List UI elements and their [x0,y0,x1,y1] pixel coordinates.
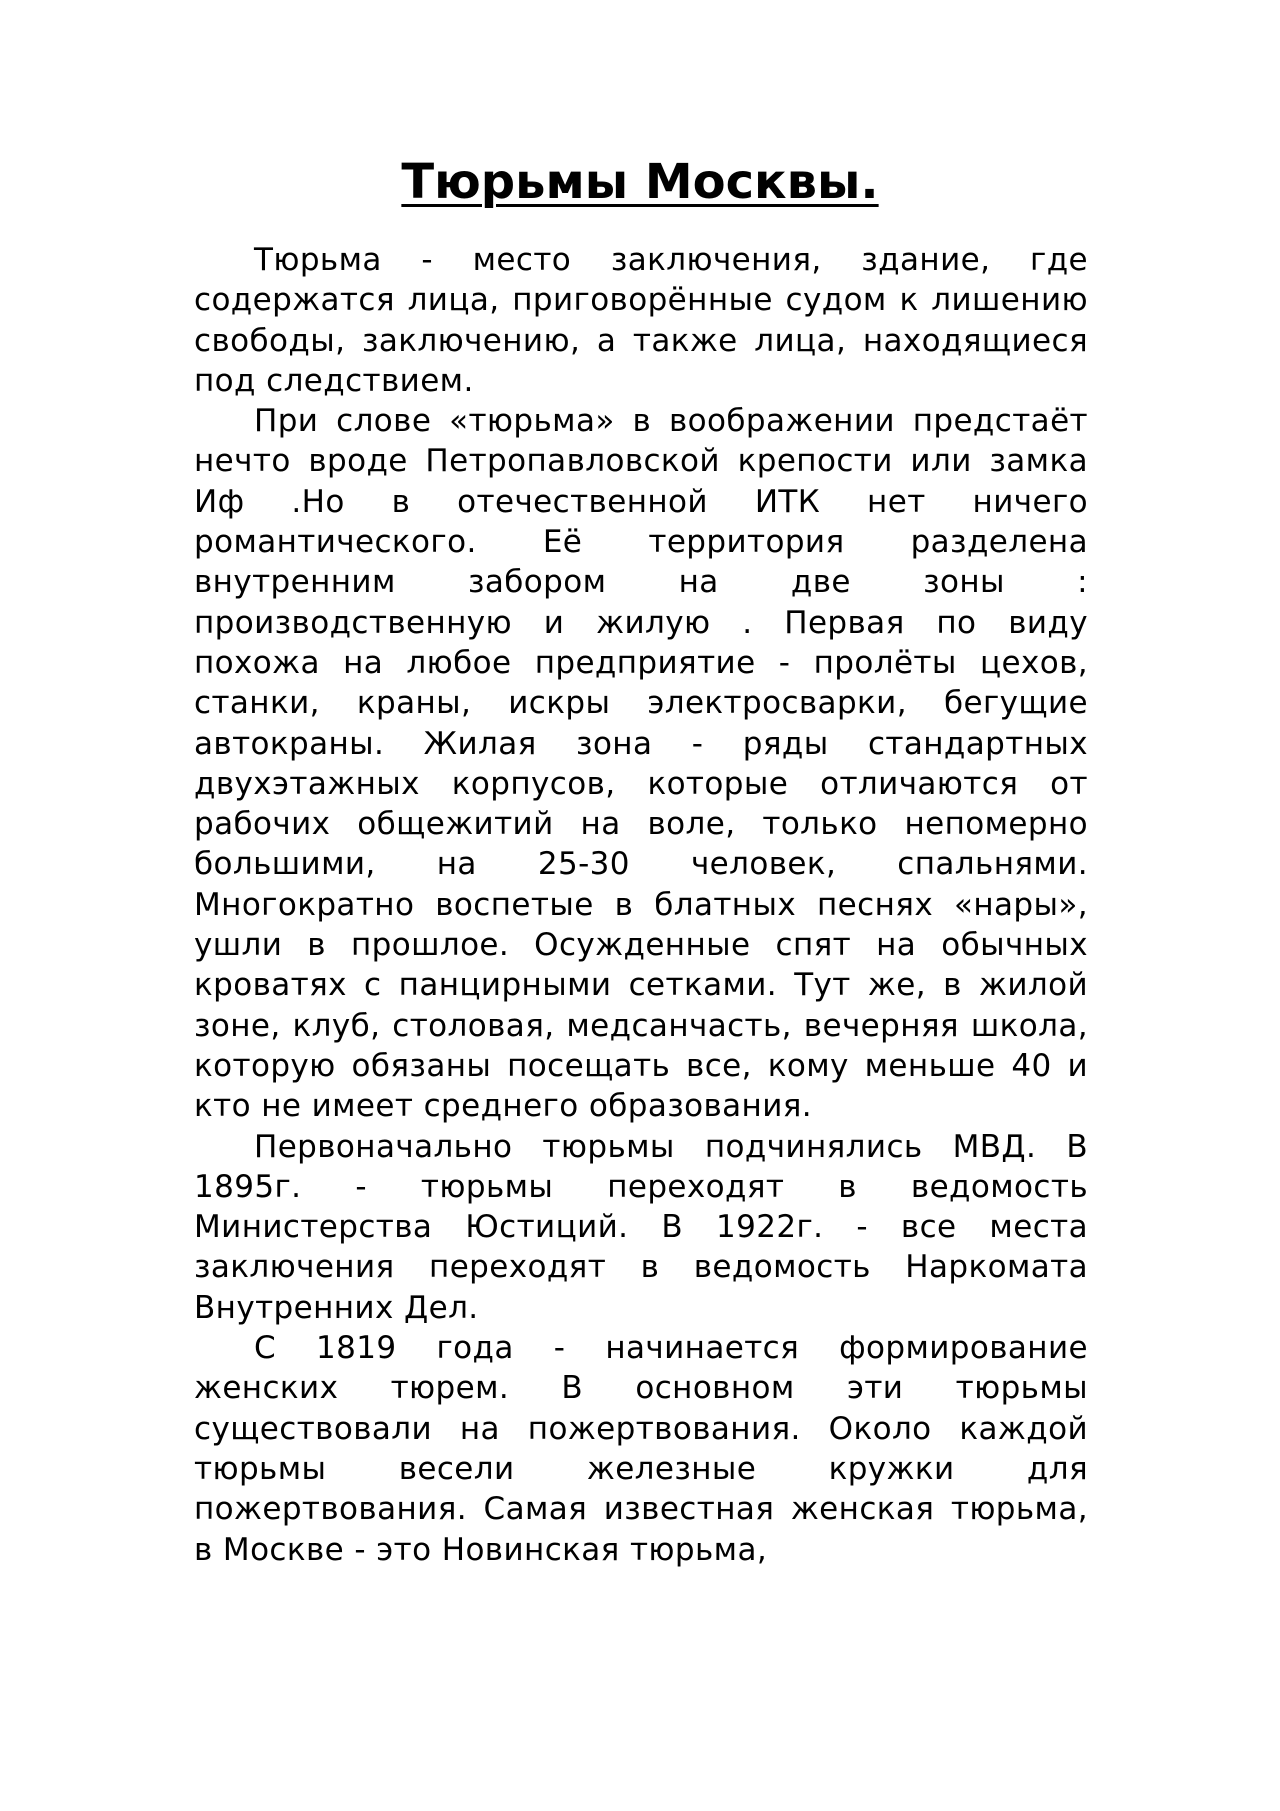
paragraph-itk-description: При слове «тюрьма» в воображении предстаёт нечто вроде Петропавловской крепости или замка Иф .Но в отечественной ИТК нет ничего романтического. Её территория разделена внутренним забором на две зоны : производственную и жилую . Первая по виду похожа на любое предприятие - пролёты цехов, станки, краны, искры электросварки, бегущие автокраны. Жилая зона - ряды стандартных двухэтажных корпусов, которые отличаются от рабочих общежитий на воле, только непомерно большими, на 25-30 человек, спальнями. Многократно воспетые в блатных песнях «нары», ушли в прошлое. Осужденные спят на обычных кроватях с панцирными сетками. Тут же, в жилой зоне, клуб, столовая, медсанчасть, вечерняя школа, которую обязаны посещать все, кому меньше 40 и кто не имеет среднего образования. [194,403,1088,1125]
document-body [194,240,1088,1570]
paragraph-history: Первоначально тюрьмы подчинялись МВД. В 1895г. - тюрьмы переходят в ведомость Министерства Юстиций. В 1922г. - все места заключения переходят в ведомость Наркомата Внутренних Дел. [194,1128,1088,1326]
page-title-text: Тюрьмы Москвы. [401,154,879,210]
paragraph-womens-prisons: С 1819 года - начинается формирование женских тюрем. В основном эти тюрьмы существовали на пожертвования. Около каждой тюрьмы весели железные кружки для пожертвования. Самая известная женская тюрьма, в Москве - это Новинская тюрьма, [194,1330,1088,1568]
page-title [0,152,1280,212]
paragraph-definition: Тюрьма - место заключения, здание, где содержатся лица, приговорённые судом к лишению свободы, заключению, а также лица, находящиеся под следствием. [194,242,1088,399]
